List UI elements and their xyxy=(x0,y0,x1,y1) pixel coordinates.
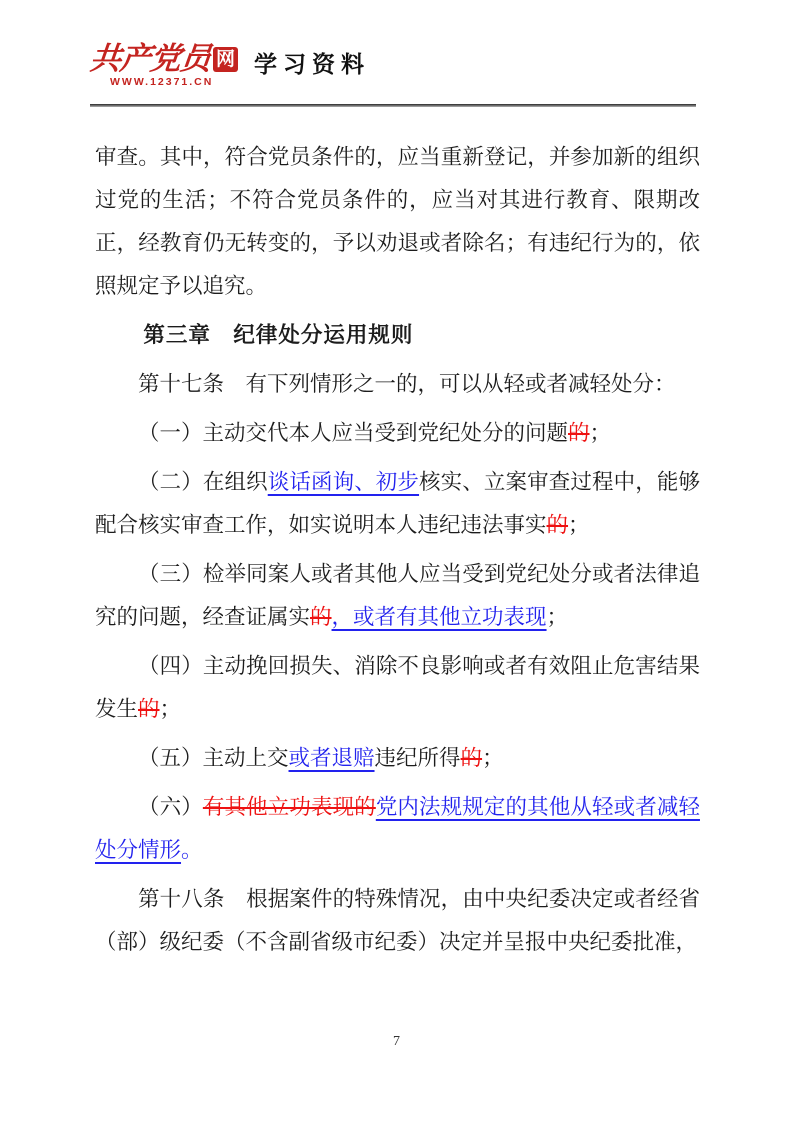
header-title: 学习资料 xyxy=(254,51,370,77)
chapter-heading xyxy=(95,314,700,357)
page-number: 7 xyxy=(393,1034,400,1049)
text-run: 第三章 纪律处分运用规则 xyxy=(143,323,414,347)
logo-row xyxy=(88,41,238,77)
item-1 xyxy=(95,412,700,455)
text-run: 审查。其中，符合党员条件的，应当重新登记，并参加新的组织过党的生活；不符合党员条件的，应当对其进行教育、限期改正，经教育仍无转变的，予以劝退或者除名；有违纪行为的，依照规定予以追究。 xyxy=(95,145,700,298)
deleted-text: 有其他立功表现的 xyxy=(202,795,376,819)
site-logo xyxy=(88,41,238,88)
text-run: （六） xyxy=(138,795,203,819)
page-header xyxy=(88,41,700,88)
item-4 xyxy=(95,645,700,731)
text-run: 违纪所得 xyxy=(374,746,461,770)
text-run: 核实、立案审查过程中，能够配合核实审查工作，如实说明本人违纪违法事实 xyxy=(95,470,700,537)
logo-calligraphy-text: 共产党员 xyxy=(88,41,212,77)
deleted-text: 的 xyxy=(310,605,332,629)
para-continuation xyxy=(95,136,700,308)
text-run: ； xyxy=(589,421,612,445)
inserted-text: 党内法规规定的其他从轻或者减轻处分情形 xyxy=(95,795,700,862)
item-6 xyxy=(95,786,700,872)
article-17-lead xyxy=(95,363,700,406)
deleted-text: 的 xyxy=(546,513,569,537)
text-run: ； xyxy=(546,605,569,629)
text-run: ； xyxy=(159,697,182,721)
inserted-punctuation: 。 xyxy=(181,838,203,862)
text-run: （五）主动上交 xyxy=(138,746,289,770)
text-run: （三）检举同案人或者其他人应当受到党纪处分或者法律追究的问题，经查证属实 xyxy=(95,562,700,629)
item-3 xyxy=(95,553,700,639)
inserted-text: ，或者有其他立功表现 xyxy=(331,605,547,629)
logo-url-text: WWW.12371.CN xyxy=(110,76,214,88)
text-run: ； xyxy=(482,746,504,770)
text-run: （四）主动挽回损失、消除不良影响或者有效阻止危害结果发生 xyxy=(95,654,700,721)
text-run: 第十七条 有下列情形之一的，可以从轻或者减轻处分： xyxy=(138,372,676,396)
article-18-lead xyxy=(95,878,700,964)
text-run: （二）在组织 xyxy=(138,470,268,494)
header-divider xyxy=(90,104,696,107)
inserted-text: 谈话函询、初步 xyxy=(267,470,420,494)
deleted-text: 的 xyxy=(138,697,160,721)
text-run: （一）主动交代本人应当受到党纪处分的问题 xyxy=(138,421,569,445)
deleted-text: 的 xyxy=(568,421,590,445)
deleted-text: 的 xyxy=(460,746,483,770)
text-run: 第十八条 根据案件的特殊情况，由中央纪委决定或者经省（部）级纪委（不含副省级市纪委）决定并呈报中央纪委批准， xyxy=(95,887,700,954)
document-body xyxy=(95,136,700,970)
text-run: ； xyxy=(568,513,590,537)
inserted-text: 或者退赔 xyxy=(288,746,375,770)
logo-net-badge-icon: 网 xyxy=(213,47,238,72)
item-5 xyxy=(95,737,700,780)
item-2 xyxy=(95,461,700,547)
